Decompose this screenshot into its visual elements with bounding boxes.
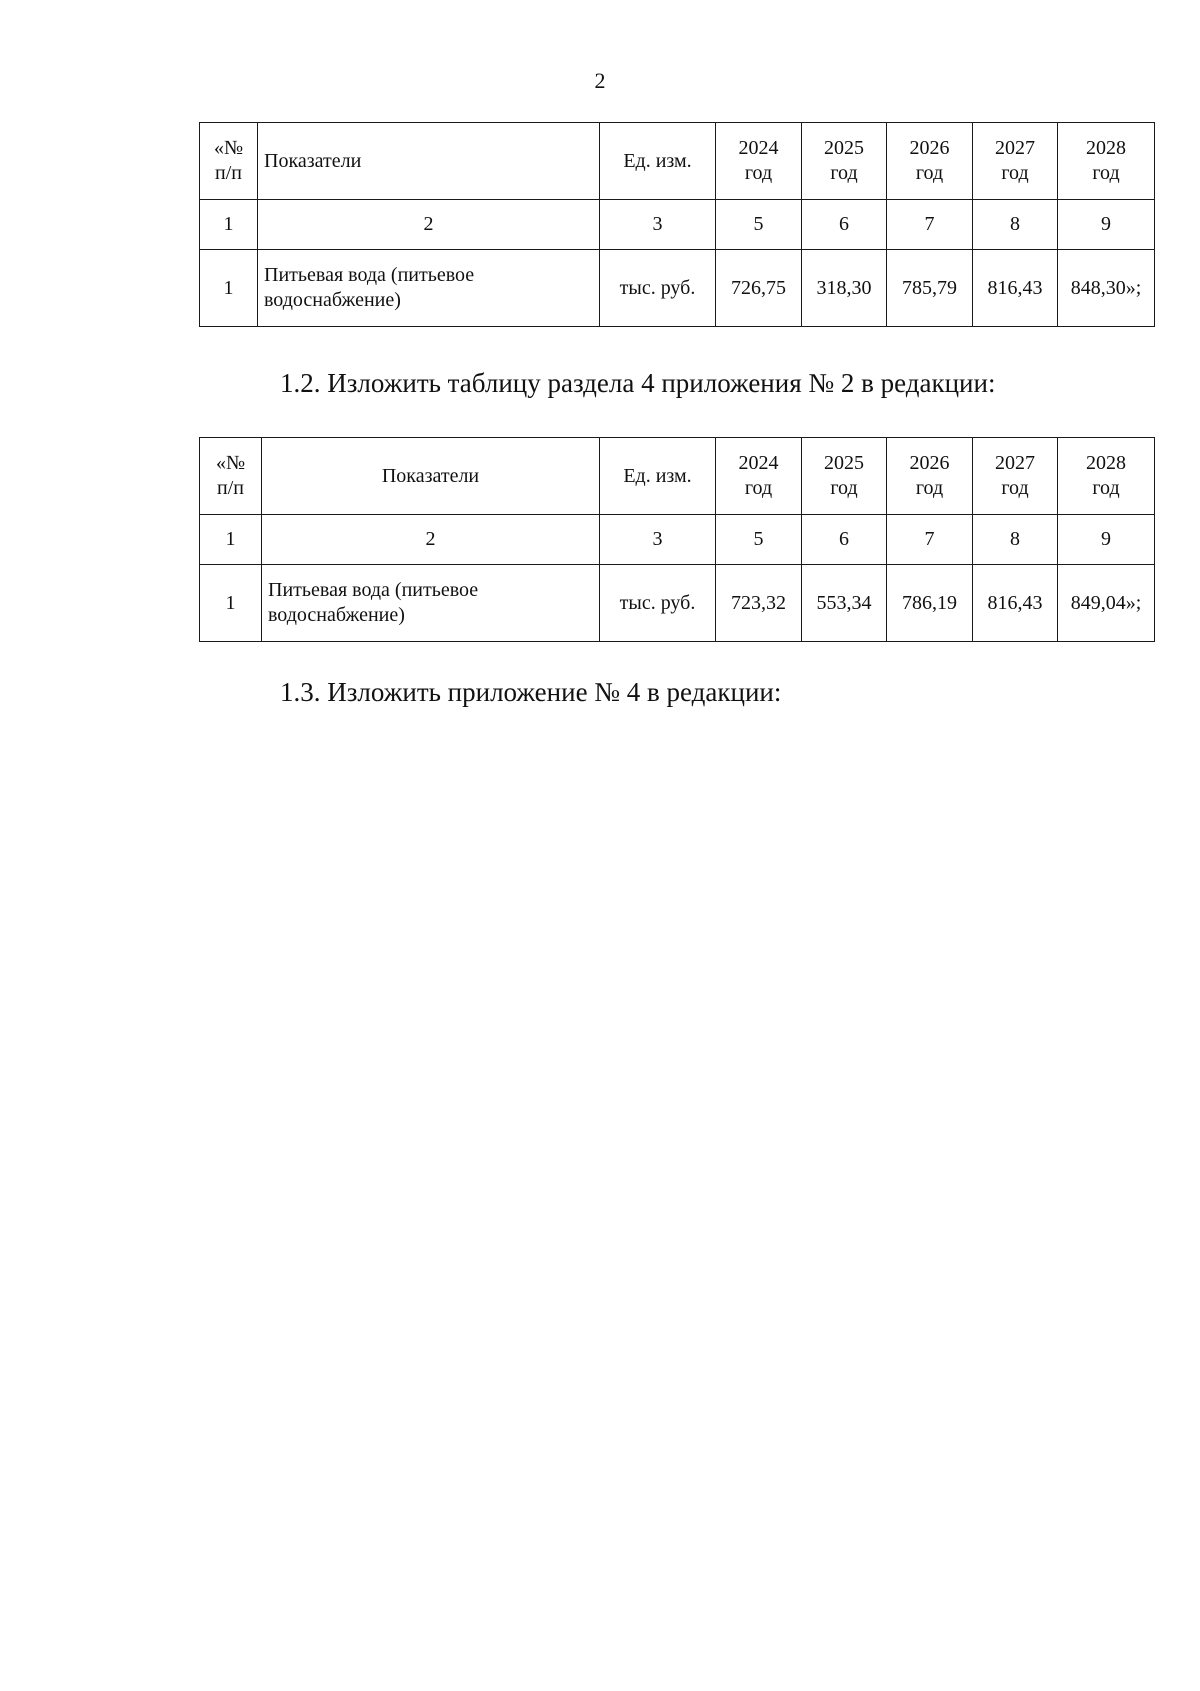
indicators-table-1 <box>199 122 1155 327</box>
row-number-cell: 1 <box>200 565 262 642</box>
header-indicator-cell: Показатели <box>262 438 600 515</box>
indicator-name-cell: Питьевая вода (питьевое водоснабжение) <box>262 565 600 642</box>
header-year-cell: 2028 год <box>1058 123 1155 200</box>
column-number-cell: 1 <box>200 200 258 250</box>
header-year-cell: 2024 год <box>716 438 802 515</box>
column-number-cell: 7 <box>887 515 973 565</box>
header-indicator-cell: Показатели <box>258 123 600 200</box>
header-number-cell: «№ п/п <box>200 438 262 515</box>
value-cell: 848,30»; <box>1058 250 1155 327</box>
column-number-row <box>200 515 1155 565</box>
header-year-cell: 2024 год <box>716 123 802 200</box>
column-number-cell: 2 <box>258 200 600 250</box>
unit-cell: тыс. руб. <box>600 250 716 327</box>
value-cell: 318,30 <box>802 250 887 327</box>
column-number-cell: 8 <box>973 200 1058 250</box>
column-number-cell: 6 <box>802 200 887 250</box>
paragraph-1-2: 1.2. Изложить таблицу раздела 4 приложения № 2 в редакции: <box>280 368 996 398</box>
header-year-cell: 2026 год <box>887 123 973 200</box>
header-year-cell: 2028 год <box>1058 438 1155 515</box>
header-number-cell: «№ п/п <box>200 123 258 200</box>
value-cell: 785,79 <box>887 250 973 327</box>
column-number-cell: 6 <box>802 515 887 565</box>
value-cell: 553,34 <box>802 565 887 642</box>
header-year-cell: 2025 год <box>802 438 887 515</box>
column-number-cell: 3 <box>600 515 716 565</box>
value-cell: 723,32 <box>716 565 802 642</box>
column-number-row <box>200 200 1155 250</box>
value-cell: 726,75 <box>716 250 802 327</box>
page-number: 2 <box>594 68 606 93</box>
column-number-cell: 9 <box>1058 515 1155 565</box>
column-number-cell: 9 <box>1058 200 1155 250</box>
table-header-row <box>200 123 1155 200</box>
header-year-cell: 2026 год <box>887 438 973 515</box>
table-header-row <box>200 438 1155 515</box>
indicator-name-cell: Питьевая вода (питьевое водоснабжение) <box>258 250 600 327</box>
table-row <box>200 250 1155 327</box>
header-year-cell: 2027 год <box>973 438 1058 515</box>
column-number-cell: 2 <box>262 515 600 565</box>
column-number-cell: 5 <box>716 200 802 250</box>
header-year-cell: 2027 год <box>973 123 1058 200</box>
column-number-cell: 1 <box>200 515 262 565</box>
column-number-cell: 7 <box>887 200 973 250</box>
paragraph-1-3: 1.3. Изложить приложение № 4 в редакции: <box>280 677 782 707</box>
column-number-cell: 5 <box>716 515 802 565</box>
header-year-cell: 2025 год <box>802 123 887 200</box>
table-row <box>200 565 1155 642</box>
row-number-cell: 1 <box>200 250 258 327</box>
value-cell: 816,43 <box>973 565 1058 642</box>
value-cell: 849,04»; <box>1058 565 1155 642</box>
column-number-cell: 3 <box>600 200 716 250</box>
indicators-table-2 <box>199 437 1155 642</box>
column-number-cell: 8 <box>973 515 1058 565</box>
value-cell: 786,19 <box>887 565 973 642</box>
header-unit-cell: Ед. изм. <box>600 123 716 200</box>
value-cell: 816,43 <box>973 250 1058 327</box>
unit-cell: тыс. руб. <box>600 565 716 642</box>
header-unit-cell: Ед. изм. <box>600 438 716 515</box>
